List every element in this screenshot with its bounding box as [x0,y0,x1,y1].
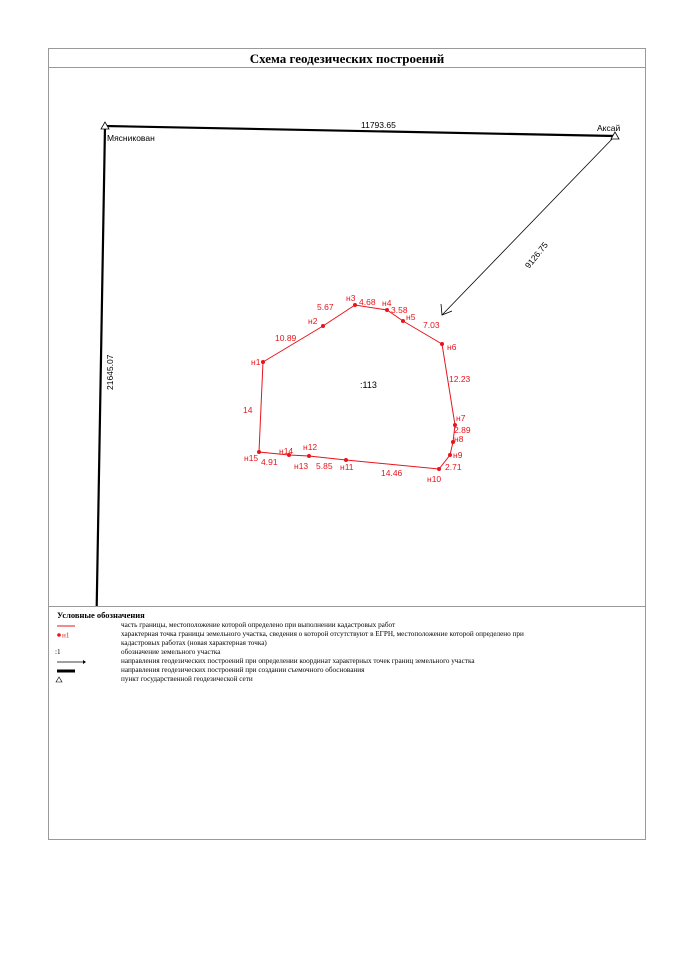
legend-row [49,666,645,675]
arrow-symbol [55,657,99,666]
arrow-head [441,304,452,315]
segment-length: 4.68 [359,297,376,307]
boundary-point [401,319,405,323]
station-label: Аксай [597,123,621,133]
point-label: н4 [382,298,392,308]
point-label: н3 [346,293,356,303]
legend-text: направления геодезических построений при создании съемочного обоснования [121,666,365,674]
legend-separator [49,606,645,607]
legend-row [49,657,645,666]
segment-length: 14.46 [381,468,403,478]
survey-line-diagonal [442,136,615,315]
boundary-point [307,454,311,458]
legend-text: характерная точка границы земельного участка, сведения о которой отсутствуют в ЕГРН, местоположение которой определено при [121,630,524,638]
station-label: Мясникован [107,133,155,143]
boundary-point [448,453,452,457]
legend-row [49,639,645,648]
boundary-point [321,324,325,328]
point-label: н10 [427,474,442,484]
legend-text: пункт государственной геодезической сети [121,675,253,683]
point-label: н5 [406,312,416,322]
legend-text: часть границы, местоположение которой определено при выполнении кадастровых работ [121,621,396,629]
scheme-title: Схема геодезических построений [249,51,445,66]
segment-length: 12.23 [449,374,471,384]
legend-text: кадастровых работах (новая характерная точка) [121,639,267,647]
point-label: н9 [453,450,463,460]
boundary-point [261,360,265,364]
distance-label: 9126.75 [522,240,550,271]
legend-title: Условные обозначения [57,610,145,620]
point-label: н1 [251,357,261,367]
boundary-line-symbol [55,621,99,630]
segment-length: 5.67 [317,302,334,312]
segment-length: 2.89 [454,425,471,435]
svg-text:н1: н1 [62,631,70,639]
scheme-sheet [48,48,646,840]
legend-row [49,630,645,639]
point-label: н11 [340,462,354,472]
triangle-symbol [55,675,99,684]
boundary-point-symbol [55,630,99,639]
parcel-label-symbol: :1 [55,648,61,656]
scheme-drawing [49,68,647,606]
segment-length: 10.89 [275,333,297,343]
boundary-point [353,303,357,307]
segment-length: 5.85 [316,461,333,471]
segment-length: 3.58 [391,305,408,315]
legend-row [49,675,645,684]
point-label: н6 [447,342,457,352]
point-label: н14 [279,446,294,456]
segment-length: 7.03 [423,320,440,330]
boundary-point [385,308,389,312]
legend-text: направления геодезических построений при определении координат характерных точек границ земельного участка [121,657,475,665]
segment-length: 4.91 [261,457,278,467]
distance-label: 21645.07 [105,354,115,390]
boundary-point [440,342,444,346]
legend-row [49,648,645,657]
point-label: н7 [456,413,466,423]
point-label: н8 [454,434,464,444]
segment-length: 14 [243,405,253,415]
point-label: н2 [308,316,318,326]
title-bar [49,49,645,68]
segment-length: 2.71 [445,462,462,472]
parcel-label: :113 [360,380,377,390]
distance-label: 11793.65 [361,120,396,130]
survey-line-top [105,126,615,136]
boundary-point [437,467,441,471]
thick-line-symbol [55,666,99,675]
legend-row [49,621,645,630]
point-label: н13 [294,461,309,471]
point-label: н12 [303,442,318,452]
survey-line-left [96,126,105,606]
legend-text: обозначение земельного участка [121,648,221,656]
point-label: н15 [244,453,259,463]
